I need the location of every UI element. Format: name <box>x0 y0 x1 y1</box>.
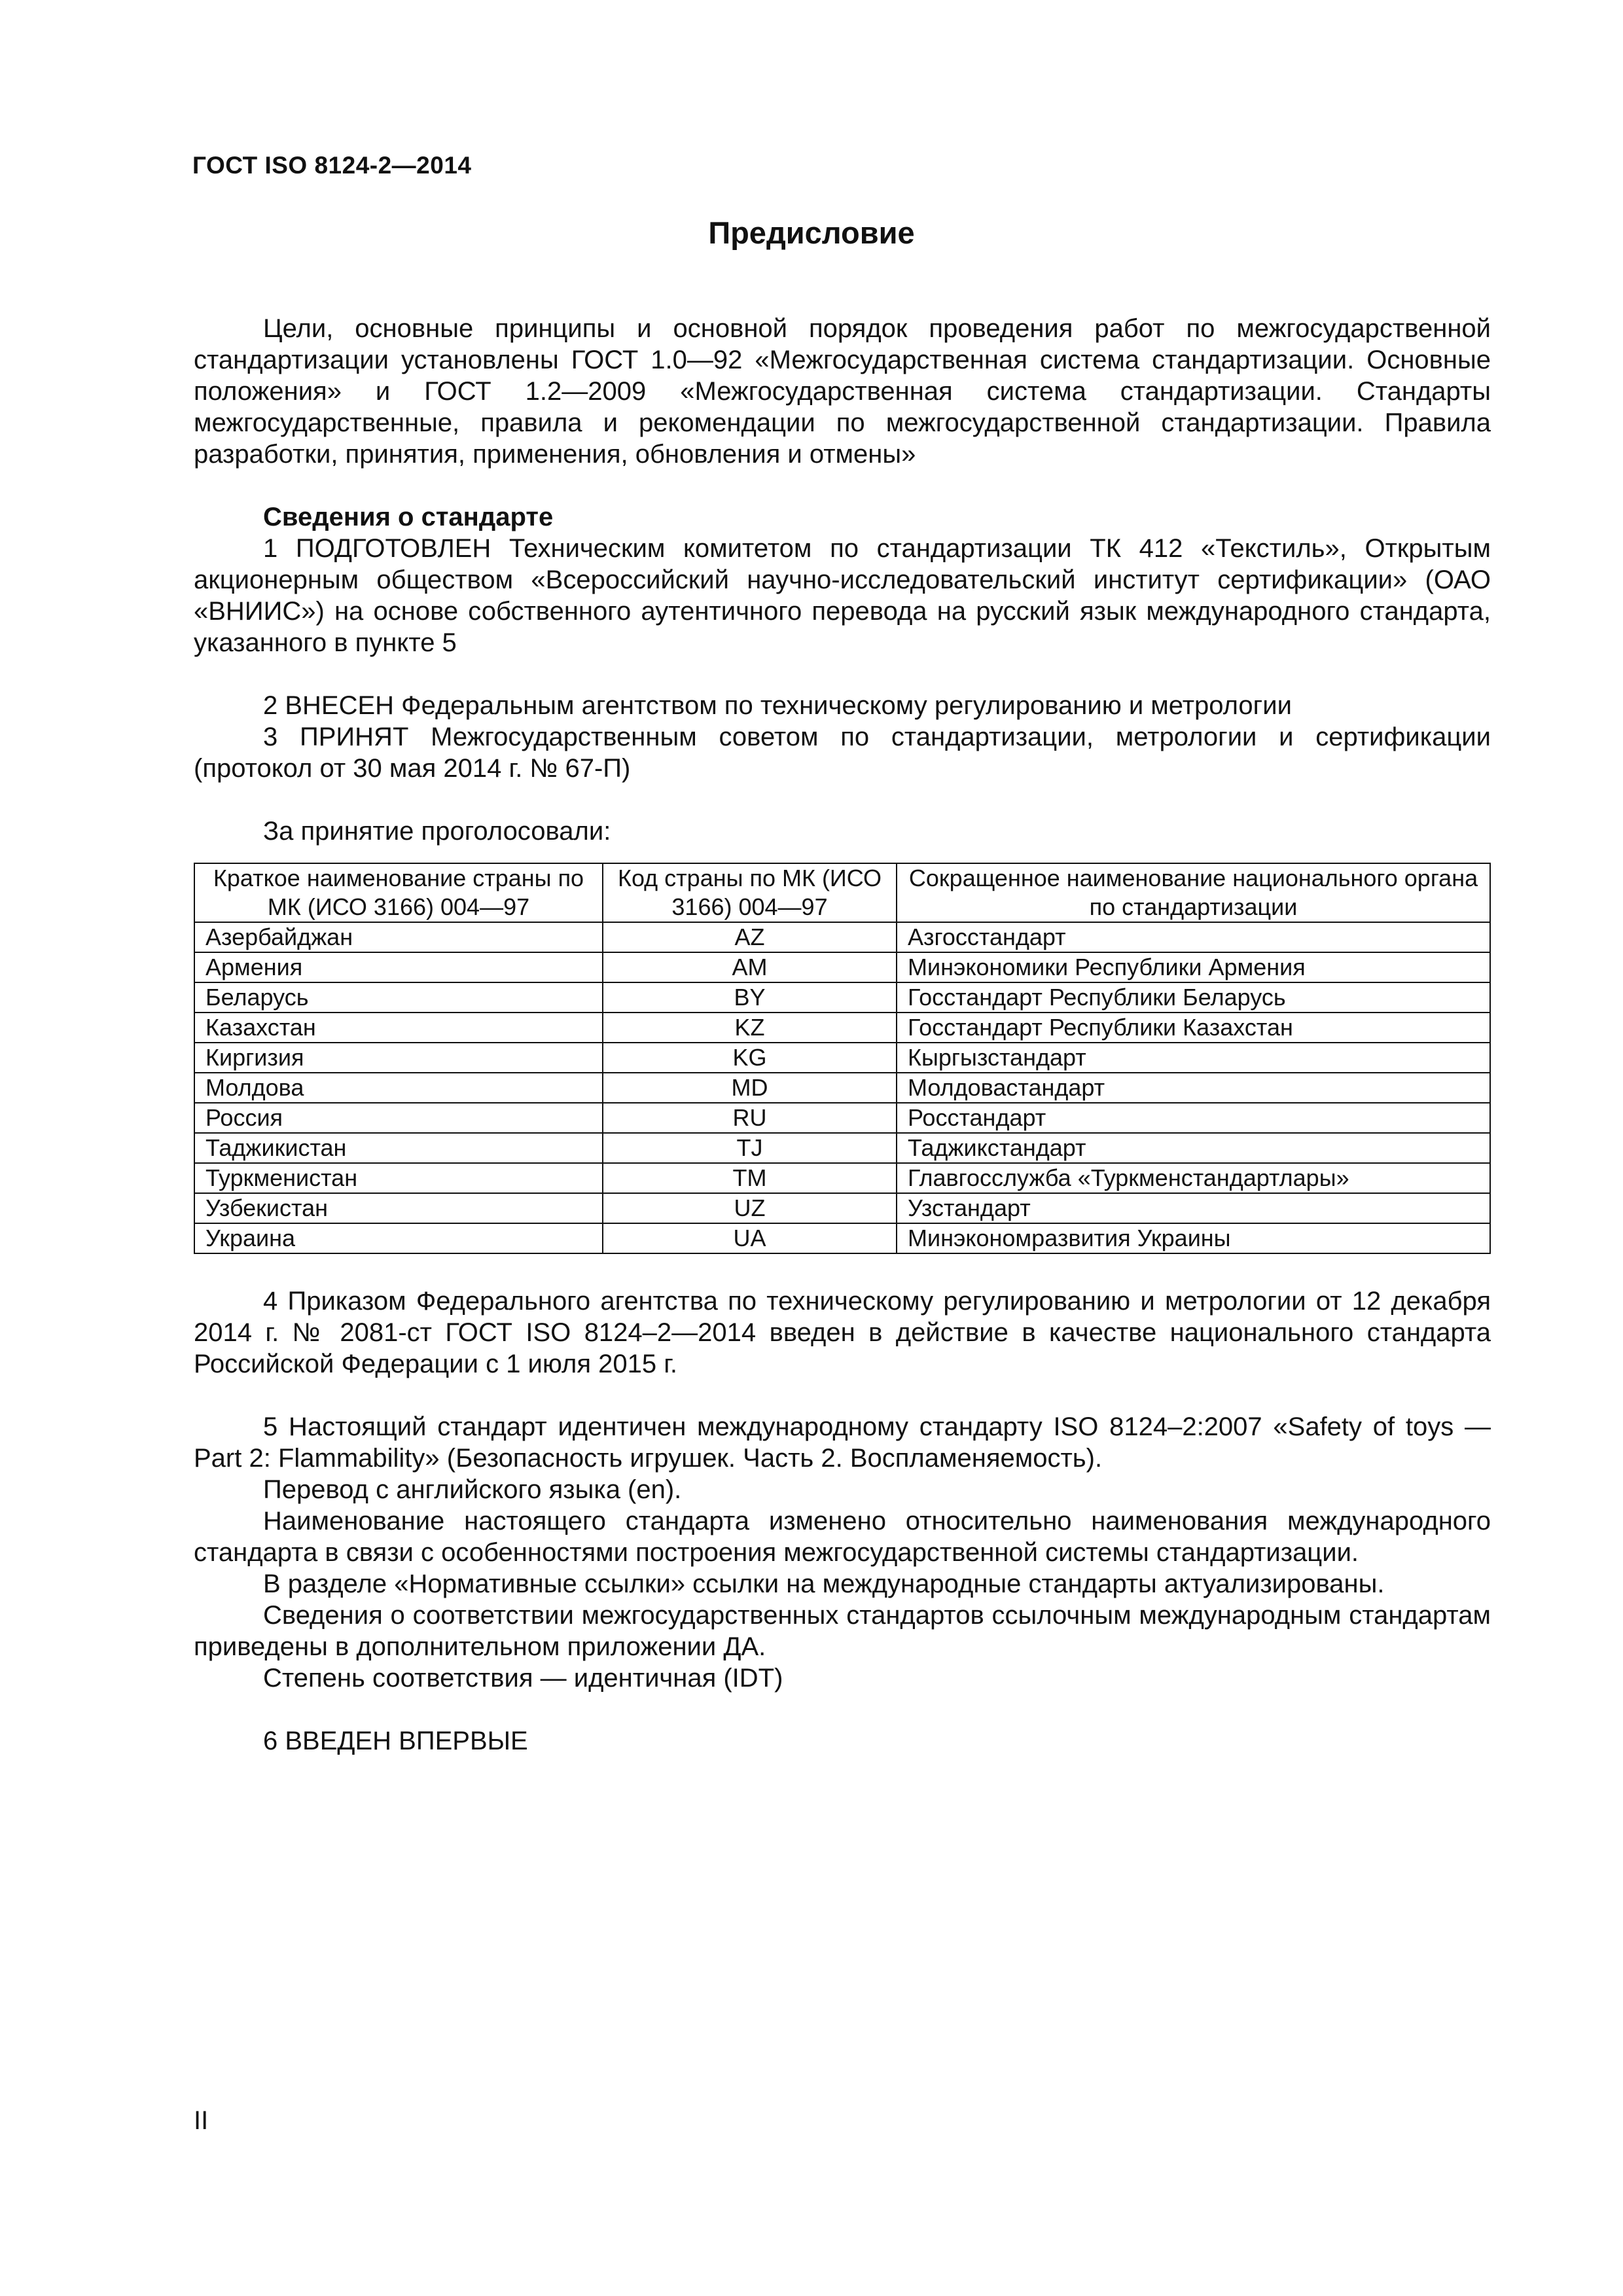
column-header-body: Сокращенное наименование национального органа по стандартизации <box>897 863 1490 922</box>
body-cell: Минэкономики Республики Армения <box>897 952 1490 982</box>
country-cell: Армения <box>194 952 603 982</box>
spacer <box>194 1380 1491 1411</box>
item-5-translation: Перевод с английского языка (en). <box>263 1475 682 1504</box>
intro-paragraph: Цели, основные принципы и основной порядок проведения работ по межгосударственной стандартизации установлены ГОСТ 1.0—92 «Межгосударственная система стандартизации. Основные положения» и ГОСТ 1.2—2009 «Межгосударственная система стандартизации. Стандарты межгосударственные, правила и рекомендации по межгосударственной стандартизации. Правила разработки, принятия, применения, обновления и отмены» <box>194 314 1491 469</box>
table-row <box>194 922 1490 952</box>
code-cell: KG <box>603 1043 897 1073</box>
table-row <box>194 1133 1490 1163</box>
column-header-country: Краткое наименование страны по МК (ИСО 3166) 004—97 <box>194 863 603 922</box>
country-cell: Молдова <box>194 1073 603 1103</box>
page-title: Предисловие <box>708 215 915 250</box>
table-row <box>194 1103 1490 1133</box>
code-cell: AZ <box>603 922 897 952</box>
spacer <box>194 470 1491 501</box>
code-cell: TJ <box>603 1133 897 1163</box>
table-row <box>194 1073 1490 1103</box>
page-number: II <box>194 2106 209 2135</box>
standard-info-heading: Сведения о стандарте <box>263 503 554 531</box>
table-row <box>194 1223 1490 1253</box>
item-1-prepared: 1 ПОДГОТОВЛЕН Техническим комитетом по стандартизации ТК 412 «Текстиль», Открытым акционерным обществом «Всероссийский научно-исследовательский институт сертификации» (ОАО «ВНИИС») на основе собственного аутентичного перевода на русский язык международного стандарта, указанного в пункте 5 <box>194 534 1491 657</box>
body-cell: Минэкономразвития Украины <box>897 1223 1490 1253</box>
spacer <box>194 784 1491 816</box>
table-header-row <box>194 863 1490 922</box>
voted-for-label: За принятие проголосовали: <box>263 817 611 846</box>
item-2-introduced: 2 ВНЕСЕН Федеральным агентством по техническому регулированию и метрологии <box>263 691 1292 720</box>
body-cell: Азгосстандарт <box>897 922 1490 952</box>
voting-countries-table <box>194 863 1491 1254</box>
code-cell: UZ <box>603 1193 897 1223</box>
table-row <box>194 1193 1490 1223</box>
table-row <box>194 1013 1490 1043</box>
code-cell: TM <box>603 1163 897 1193</box>
country-cell: Туркменистан <box>194 1163 603 1193</box>
country-cell: Беларусь <box>194 982 603 1013</box>
item-5-name-change: Наименование настоящего стандарта изменено относительно наименования международного стандарта в связи с особенностями построения межгосударственной системы стандартизации. <box>194 1507 1491 1567</box>
body-cell: Кыргызстандарт <box>897 1043 1490 1073</box>
body-cell: Госстандарт Республики Казахстан <box>897 1013 1490 1043</box>
code-cell: KZ <box>603 1013 897 1043</box>
table-row <box>194 952 1490 982</box>
item-3-adopted: 3 ПРИНЯТ Межгосударственным советом по стандартизации, метрологии и сертификации (протокол от 30 мая 2014 г. № 67-П) <box>194 723 1491 783</box>
country-cell: Узбекистан <box>194 1193 603 1223</box>
body-cell: Молдовастандарт <box>897 1073 1490 1103</box>
code-cell: UA <box>603 1223 897 1253</box>
table-row <box>194 1163 1490 1193</box>
item-5-appendix: Сведения о соответствии межгосударственных стандартов ссылочным международным стандартам приведены в дополнительном приложении ДА. <box>194 1601 1491 1661</box>
item-6-first-introduced: 6 ВВЕДЕН ВПЕРВЫЕ <box>263 1727 528 1755</box>
document-code: ГОСТ ISO 8124-2—2014 <box>192 152 472 179</box>
spacer <box>194 658 1491 690</box>
country-cell: Россия <box>194 1103 603 1133</box>
body-cell: Госстандарт Республики Беларусь <box>897 982 1490 1013</box>
item-5-degree: Степень соответствия — идентичная (IDT) <box>263 1664 783 1693</box>
country-cell: Таджикистан <box>194 1133 603 1163</box>
document-body <box>194 313 1491 1757</box>
country-cell: Киргизия <box>194 1043 603 1073</box>
country-cell: Украина <box>194 1223 603 1253</box>
item-5-identical: 5 Настоящий стандарт идентичен международному стандарту ISO 8124–2:2007 «Safety of toys — Part 2: Flammability» (Безопасность игрушек. Часть 2. Воспламеняемость). <box>194 1412 1491 1473</box>
country-cell: Азербайджан <box>194 922 603 952</box>
table-row <box>194 982 1490 1013</box>
country-cell: Казахстан <box>194 1013 603 1043</box>
code-cell: MD <box>603 1073 897 1103</box>
code-cell: AM <box>603 952 897 982</box>
spacer <box>194 1254 1491 1285</box>
body-cell: Росстандарт <box>897 1103 1490 1133</box>
item-5-references: В разделе «Нормативные ссылки» ссылки на международные стандарты актуализированы. <box>263 1570 1385 1598</box>
column-header-code: Код страны по МК (ИСО 3166) 004—97 <box>603 863 897 922</box>
table-row <box>194 1043 1490 1073</box>
spacer <box>194 1694 1491 1725</box>
code-cell: BY <box>603 982 897 1013</box>
body-cell: Таджикстандарт <box>897 1133 1490 1163</box>
body-cell: Узстандарт <box>897 1193 1490 1223</box>
body-cell: Главгосслужба «Туркменстандартлары» <box>897 1163 1490 1193</box>
item-4-order: 4 Приказом Федерального агентства по техническому регулированию и метрологии от 12 декабря 2014 г. № 2081-ст ГОСТ ISO 8124–2—2014 введен в действие в качестве национального стандарта Российской Федерации с 1 июля 2015 г. <box>194 1287 1491 1378</box>
code-cell: RU <box>603 1103 897 1133</box>
